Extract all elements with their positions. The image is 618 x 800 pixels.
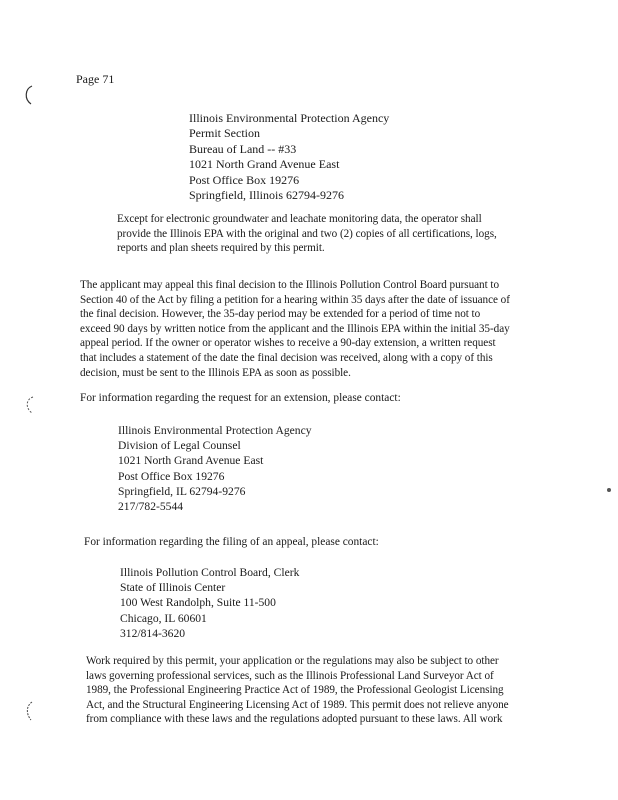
punch-hole-mark-bottom	[22, 700, 36, 722]
paragraph-line: appeal period. If the owner or operator wishes to receive a 90-day extension, a written request	[80, 337, 496, 350]
punch-hole-mark-middle	[22, 394, 36, 416]
address-line: State of Illinois Center	[120, 581, 226, 595]
address-line: Illinois Pollution Control Board, Clerk	[120, 566, 300, 579]
paragraph-line: Work required by this permit, your application or the regulations may also be subject to other	[86, 655, 499, 667]
paragraph-line: from compliance with these laws and the regulations adopted pursuant to these laws. All work	[86, 713, 503, 726]
paragraph-line: the final decision. However, the 35-day period may be extended for a period of time not to	[80, 308, 481, 321]
address-line: 100 West Randolph, Suite 11-500	[120, 596, 276, 610]
address-line: 1021 North Grand Avenue East	[189, 157, 340, 172]
paragraph-line: exceed 90 days by written notice from the applicant and the Illinois EPA within the initial 35-day	[80, 322, 510, 335]
appeal-contact-address	[120, 565, 299, 641]
paragraph-line: reports and plan sheets required by this permit.	[117, 242, 325, 255]
paragraph-line: Act, and the Structural Engineering Licensing Act of 1989. This permit does not relieve anyone	[86, 698, 509, 711]
monitoring-paragraph	[117, 212, 497, 256]
paragraph-line: decision, must be sent to the Illinois EPA as soon as possible.	[80, 366, 351, 379]
paragraph-line: that includes a statement of the date the final decision was received, along with a copy of this	[80, 351, 493, 364]
paragraph-line: The applicant may appeal this final decision to the Illinois Pollution Control Board pursuant to	[80, 279, 500, 291]
address-line: Illinois Environmental Protection Agency	[118, 424, 312, 437]
paragraph-line: Except for electronic groundwater and leachate monitoring data, the operator shall	[117, 213, 482, 225]
appeal-contact-intro: For information regarding the filing of an appeal, please contact:	[84, 536, 379, 548]
paragraph-line: provide the Illinois EPA with the original and two (2) copies of all certifications, logs,	[117, 227, 497, 240]
page-number: Page 71	[76, 72, 115, 86]
address-line: Bureau of Land -- #33	[189, 141, 297, 156]
address-line: Springfield, IL 62794-9276	[118, 484, 246, 498]
address-line: Illinois Environmental Protection Agency	[189, 111, 390, 125]
address-line: Chicago, IL 60601	[120, 611, 207, 625]
submission-address	[189, 111, 389, 203]
address-line: Springfield, Illinois 62794-9276	[189, 188, 344, 203]
paragraph-line: Section 40 of the Act by filing a petition for a hearing within 35 days after the date of issuance of	[80, 293, 510, 306]
address-line: Post Office Box 19276	[189, 172, 300, 187]
paragraph-line: 1989, the Professional Engineering Practice Act of 1989, the Professional Geologist Licensing	[86, 684, 504, 697]
address-line: 217/782-5544	[118, 500, 184, 514]
extension-contact-intro: For information regarding the request for an extension, please contact:	[80, 392, 401, 404]
scan-speck	[607, 488, 611, 492]
appeal-paragraph	[80, 278, 510, 380]
address-line: Permit Section	[189, 126, 260, 141]
address-line: 312/814-3620	[120, 626, 186, 640]
extension-contact-address	[118, 423, 312, 514]
paragraph-line: laws governing professional services, such as the Illinois Professional Land Surveyor Act of	[86, 669, 494, 682]
punch-hole-mark-top	[22, 84, 36, 106]
address-line: 1021 North Grand Avenue East	[118, 454, 264, 468]
licensing-paragraph	[86, 654, 509, 727]
address-line: Division of Legal Counsel	[118, 439, 241, 453]
address-line: Post Office Box 19276	[118, 469, 225, 483]
